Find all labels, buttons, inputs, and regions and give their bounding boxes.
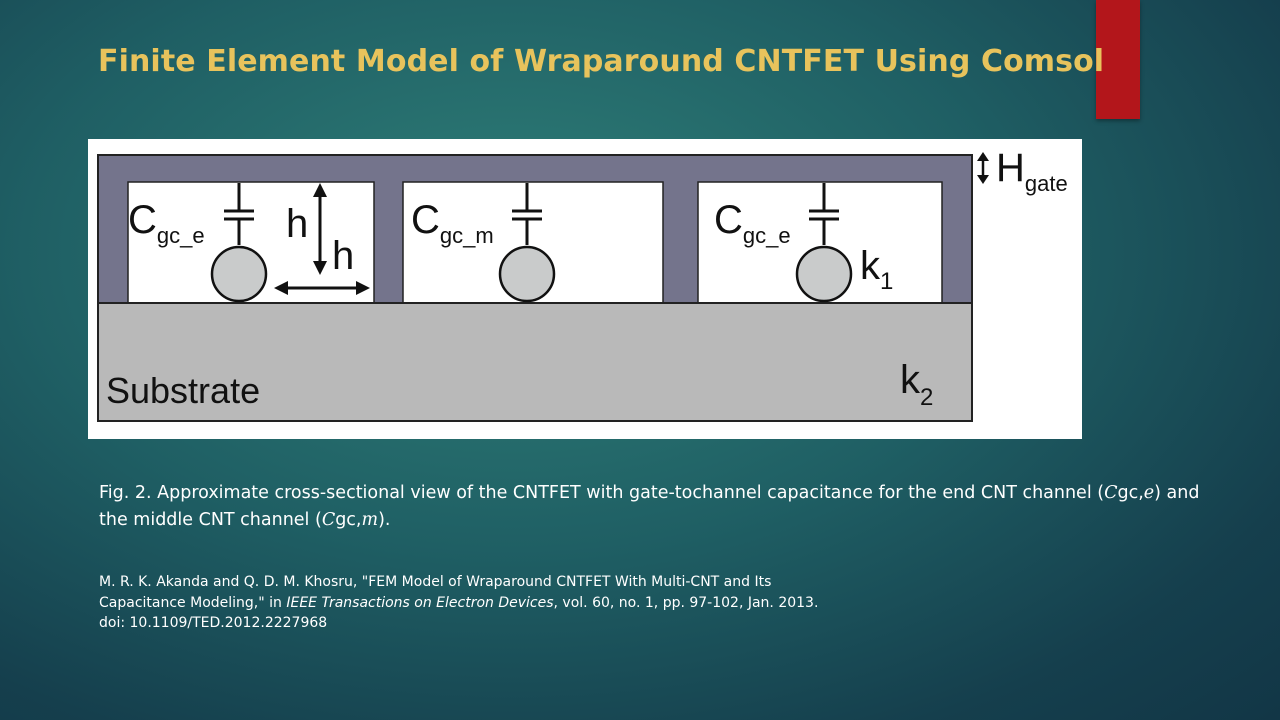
cgc-e-label-right: $C_{gc\_e}$: [714, 198, 791, 248]
journal-name: IEEE Transactions on Electron Devices: [286, 594, 554, 611]
cgc-m-label: $C_{gc\_m}$: [411, 198, 494, 248]
hgate-arrow: [977, 152, 989, 184]
cgc-e-label-left: $C_{gc\_e}$: [128, 198, 205, 248]
substrate-label: Substrate: [106, 370, 261, 411]
cnt-left: [212, 247, 266, 301]
hgate-label: $H_{gate}$: [996, 146, 1068, 196]
figure-caption: Fig. 2. Approximate cross-sectional view of the CNTFET with gate-tochannel capacitance for the end CNT channel (Cgc,e) and the middle CNT channel (Cgc,m).: [99, 483, 1200, 530]
citation-reference: M. R. K. Akanda and Q. D. M. Khosru, "FEM Model of Wraparound CNTFET With Multi-CNT and Its Capacitance Modeling," in IEEE Transactions on Electron Devices, vol. 60, no. 1, pp. 97-102, Jan. 2013. doi: 10.1109/TED.2012.2227968: [99, 574, 819, 631]
k2-label: $k_2$: [900, 358, 934, 411]
cntfet-figure: [88, 139, 1082, 439]
cnt-right: [797, 247, 851, 301]
cross-section-diagram: [88, 139, 1082, 439]
doi-text: doi: 10.1109/TED.2012.2227968: [99, 615, 328, 631]
k1-label: $k_1$: [860, 244, 894, 295]
h-label-vertical: h: [286, 202, 309, 246]
slide-title: Finite Element Model of Wraparound CNTFET Using Comsol: [98, 44, 1105, 79]
h-label-horizontal: h: [332, 234, 355, 278]
cnt-middle: [500, 247, 554, 301]
